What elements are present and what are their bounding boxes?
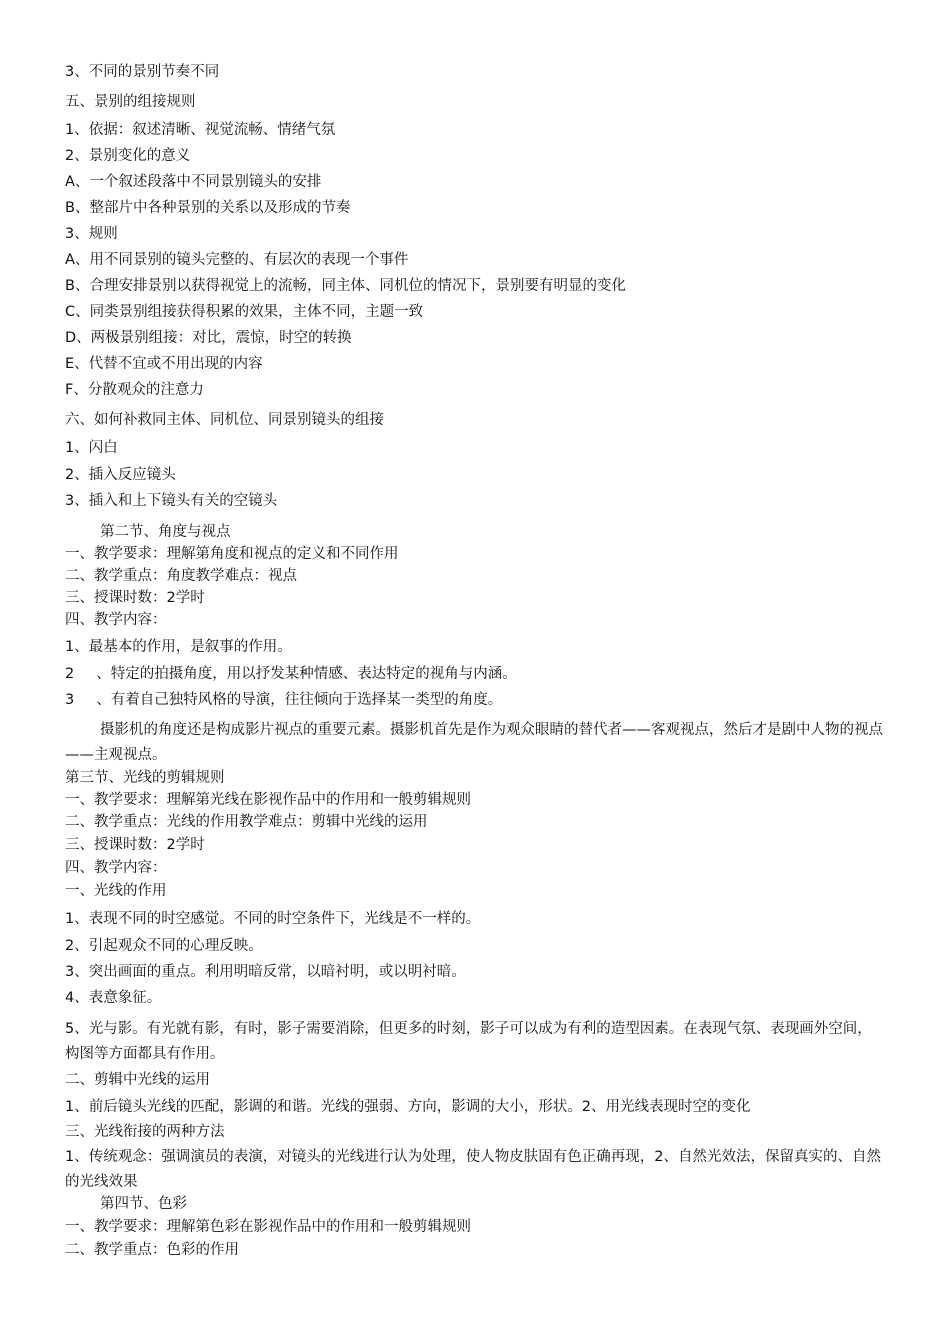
text-line: 三、授课时数：2学时 (65, 837, 205, 853)
text-line: E、代替不宜或不用出现的内容 (65, 356, 263, 372)
text-line: 一、教学要求：理解第角度和视点的定义和不同作用 (65, 546, 399, 562)
text-line: F、分散观众的注意力 (65, 382, 204, 398)
text-line: 1、闪白 (65, 440, 118, 456)
list-item (65, 690, 502, 710)
list-text: 、特定的拍摄角度，用以抒发某种情感、表达特定的视角与内涵。 (96, 666, 517, 682)
text-line: 三、授课时数：2学时 (65, 590, 205, 606)
text-line: 4、表意象征。 (65, 990, 162, 1006)
text-line: 二、教学重点：角度教学难点：视点 (65, 568, 297, 584)
text-line: 3、规则 (65, 226, 118, 242)
text-line: B、整部片中各种景别的关系以及形成的节奏 (65, 200, 351, 216)
text-line: 3、不同的景别节奏不同 (65, 64, 220, 80)
text-line: 1、表现不同的时空感觉。不同的时空条件下，光线是不一样的。 (65, 911, 481, 927)
list-number: 3 (65, 692, 75, 708)
text-line: 2、引起观众不同的心理反映。 (65, 938, 263, 954)
list-item (65, 664, 517, 684)
text-line: B、合理安排景别以获得视觉上的流畅，同主体、同机位的情况下，景别要有明显的变化 (65, 278, 626, 294)
text-line: 二、教学重点：色彩的作用 (65, 1242, 239, 1258)
text-line: 一、教学要求：理解第色彩在影视作品中的作用和一般剪辑规则 (65, 1219, 471, 1235)
paragraph: 5、光与影。有光就有影，有时，影子需要消除，但更多的时刻，影子可以成为有利的造型因素。在表现气氛、表现画外空间，构图等方面都具有作用。 (65, 1021, 872, 1062)
list-number: 2 (65, 666, 75, 682)
section-heading: 第二节、角度与视点 (100, 524, 231, 540)
text-line: C、同类景别组接获得积累的效果，主体不同，主题一致 (65, 304, 424, 320)
text-line: 二、教学重点：光线的作用教学难点：剪辑中光线的运用 (65, 814, 428, 830)
text-line: 3、插入和上下镜头有关的空镜头 (65, 493, 278, 509)
text-line: 1、前后镜头光线的匹配，影调的和谐。光线的强弱、方向，影调的大小，形状。2、用光线表现时空的变化 (65, 1099, 751, 1115)
text-line: 2、插入反应镜头 (65, 467, 176, 483)
section-heading: 第四节、色彩 (100, 1196, 187, 1212)
text-line: D、两极景别组接：对比，震惊，时空的转换 (65, 330, 352, 346)
section-heading: 二、剪辑中光线的运用 (65, 1072, 210, 1088)
text-line: 一、教学要求：理解第光线在影视作品中的作用和一般剪辑规则 (65, 792, 471, 808)
section-heading: 五、景别的组接规则 (65, 94, 196, 110)
section-heading: 三、光线衔接的两种方法 (65, 1124, 225, 1140)
section-heading: 一、光线的作用 (65, 883, 167, 899)
paragraph: 1、传统观念：强调演员的表演，对镜头的光线进行认为处理，使人物皮肤固有色正确再现，2、自然光效法，保留真实的、自然的光线效果 (65, 1149, 881, 1190)
text-line: 2、景别变化的意义 (65, 148, 191, 164)
section-heading: 第三节、光线的剪辑规则 (65, 770, 225, 786)
text-line: 1、最基本的作用，是叙事的作用。 (65, 639, 292, 655)
text-line: 四、教学内容： (65, 860, 167, 876)
paragraph: 摄影机的角度还是构成影片视点的重要元素。摄影机首先是作为观众眼睛的替代者——客观视点，然后才是剧中人物的视点——主观视点。 (65, 722, 883, 763)
text-line: 四、教学内容： (65, 612, 167, 628)
text-line: 3、突出画面的重点。利用明暗反常，以暗衬明，或以明衬暗。 (65, 964, 466, 980)
text-line: 1、依据：叙述清晰、视觉流畅、情绪气氛 (65, 122, 336, 138)
text-line: A、一个叙述段落中不同景别镜头的安排 (65, 174, 322, 190)
section-heading: 六、如何补救同主体、同机位、同景别镜头的组接 (65, 412, 384, 428)
list-text: 、有着自己独特风格的导演，往往倾向于选择某一类型的角度。 (96, 692, 503, 708)
text-line: A、用不同景别的镜头完整的、有层次的表现一个事件 (65, 252, 409, 268)
